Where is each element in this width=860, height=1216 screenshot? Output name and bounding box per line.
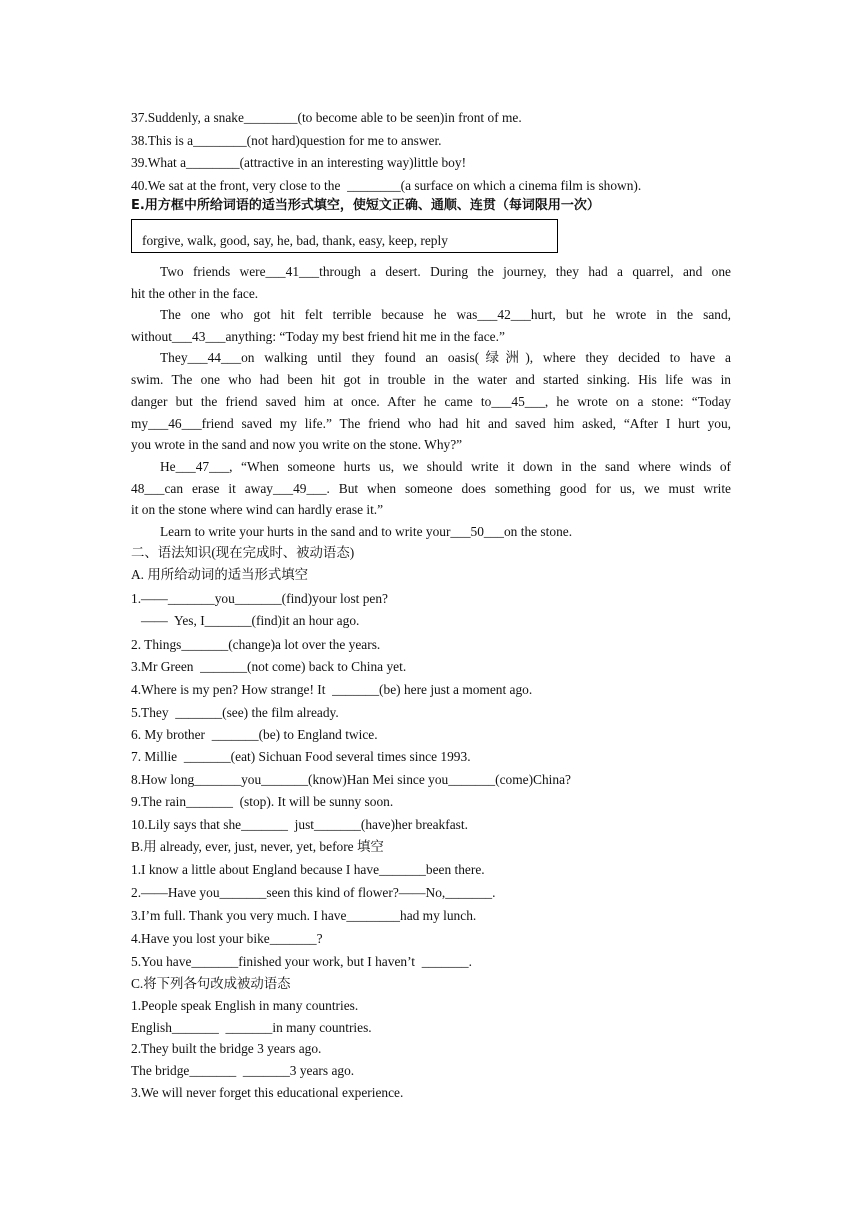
exercise-line: 7. Millie _______(eat) Sichuan Food several times since 1993. — [131, 749, 471, 764]
exercise-line: 3.Mr Green _______(not come) back to China yet. — [131, 659, 407, 674]
part-b-title: B.用 already, ever, just, never, yet, before 填空 — [131, 839, 384, 854]
exercise-line: 1.——_______you_______(find)your lost pen? — [131, 591, 388, 606]
exercise-line: 5.They _______(see) the film already. — [131, 705, 339, 720]
passage-line: The one who got hit felt terrible because he was___42___hurt, but he wrote in the sand, — [160, 307, 731, 322]
passage-line: 48___can erase it away___49___. But when someone does something good for us, we must write — [131, 481, 731, 496]
question-38: 38.This is a________(not hard)question for me to answer. — [131, 133, 442, 148]
exercise-line: 1.People speak English in many countries. — [131, 998, 359, 1013]
word-box-text: forgive, walk, good, say, he, bad, thank, easy, keep, reply — [142, 233, 448, 248]
passage-line: hit the other in the face. — [131, 286, 259, 301]
part-c-title: C.将下列各句改成被动语态 — [131, 976, 291, 991]
exercise-line: 3.I’m full. Thank you very much. I have________had my lunch. — [131, 908, 477, 923]
exercise-line: 4.Where is my pen? How strange! It _______(be) here just a moment ago. — [131, 682, 533, 697]
exercise-line: 2. Things_______(change)a lot over the years. — [131, 637, 381, 652]
passage-line: They___44___on walking until they found an oasis(绿洲), where they decided to have a — [160, 350, 731, 365]
grammar-heading: 二、语法知识(现在完成时、被动语态) — [131, 545, 355, 560]
question-37: 37.Suddenly, a snake________(to become able to be seen)in front of me. — [131, 110, 522, 125]
passage-line: danger but the friend saved him at once. After he came to___45___, he wrote on a stone: “Today — [131, 394, 731, 409]
word-box — [131, 219, 558, 253]
passage-line: Two friends were___41___through a desert. During the journey, they had a quarrel, and one — [160, 264, 731, 279]
exercise-line: 4.Have you lost your bike_______? — [131, 931, 323, 946]
section-e-heading: E.用方框中所给词语的适当形式填空，使短文正确、通顺、连贯（每词限用一次） — [131, 198, 600, 213]
passage-line: it on the stone where wind can hardly erase it.” — [131, 502, 384, 517]
question-40: 40.We sat at the front, very close to the ________(a surface on which a cinema film is shown). — [131, 178, 642, 193]
exercise-line: —— Yes, I_______(find)it an hour ago. — [131, 613, 360, 628]
exercise-line: 1.I know a little about England because I have_______been there. — [131, 862, 485, 877]
passage-line: without___43___anything: “Today my best friend hit me in the face.” — [131, 329, 505, 344]
passage-line: my___46___friend saved my life.” The friend who had hit and saved him asked, “After I hurt you, — [131, 416, 731, 431]
exercise-line: 2.——Have you_______seen this kind of flower?——No,_______. — [131, 885, 496, 900]
exercise-line: 9.The rain_______ (stop). It will be sunny soon. — [131, 794, 394, 809]
exercise-line: 5.You have_______finished your work, but I haven’t _______. — [131, 954, 472, 969]
exercise-line: 8.How long_______you_______(know)Han Mei since you_______(come)China? — [131, 772, 571, 787]
exercise-line: 10.Lily says that she_______ just_______(have)her breakfast. — [131, 817, 468, 832]
exercise-line: 6. My brother _______(be) to England twice. — [131, 727, 378, 742]
exercise-line: English_______ _______in many countries. — [131, 1020, 372, 1035]
passage-line: He___47___, “When someone hurts us, we should write it down in the sand where winds of — [160, 459, 731, 474]
exercise-line: 3.We will never forget this educational experience. — [131, 1085, 404, 1100]
passage-line: swim. The one who had been hit got in trouble in the water and started sinking. His life was in — [131, 372, 731, 387]
passage-line: you wrote in the sand and now you write on the stone. Why?” — [131, 437, 463, 452]
passage-line: Learn to write your hurts in the sand and to write your___50___on the stone. — [160, 524, 573, 539]
exercise-line: The bridge_______ _______3 years ago. — [131, 1063, 355, 1078]
exercise-line: 2.They built the bridge 3 years ago. — [131, 1041, 322, 1056]
part-a-title: A. 用所给动词的适当形式填空 — [131, 567, 309, 582]
question-39: 39.What a________(attractive in an interesting way)little boy! — [131, 155, 467, 170]
